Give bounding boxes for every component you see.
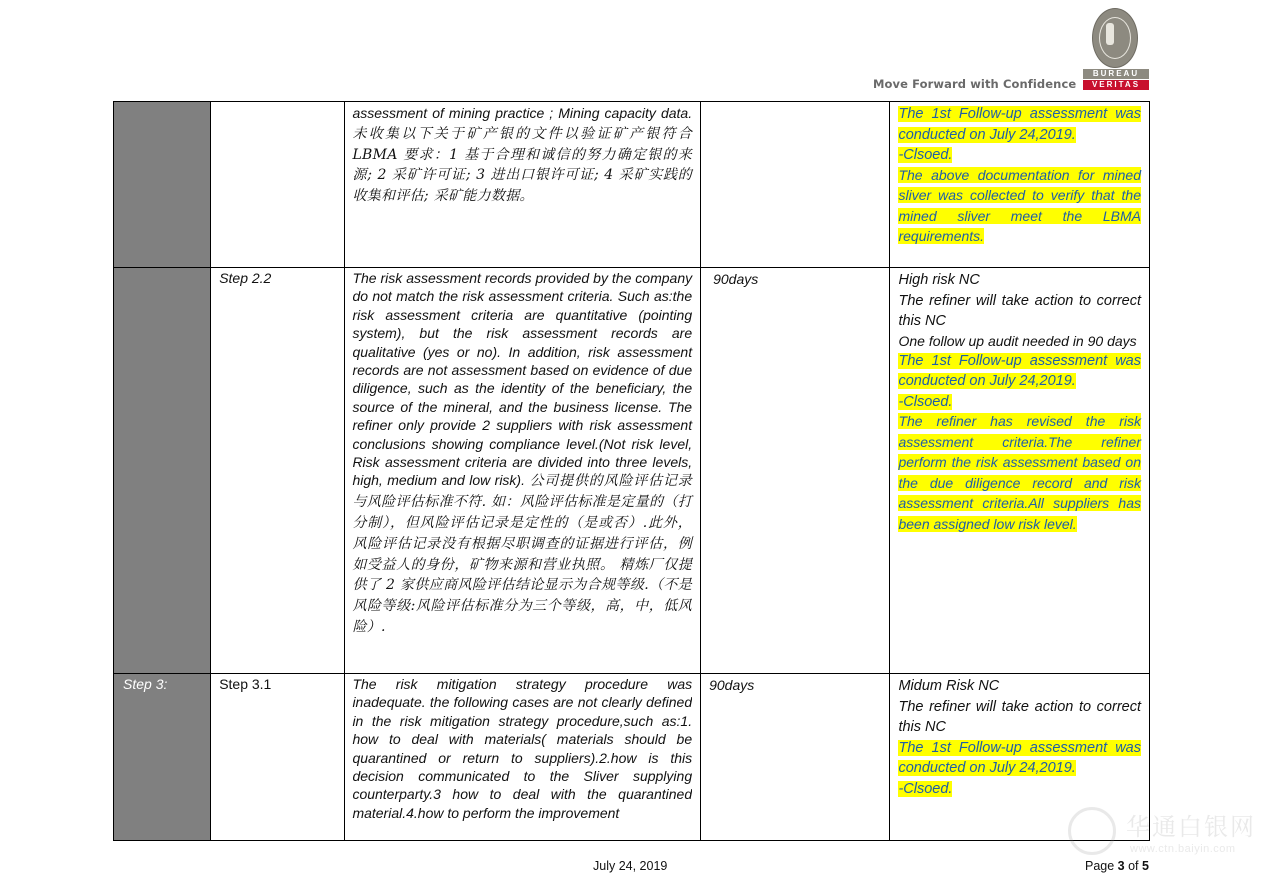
closure-detail: The above documentation for mined sliver was collected to verify that the mined sliver meet the LBMA requirements. bbox=[898, 166, 1141, 244]
status-cell bbox=[890, 102, 1150, 268]
action-note: The refiner will take action to correct this NC bbox=[898, 292, 1141, 329]
step-cell: Step 2.2 bbox=[211, 268, 345, 674]
page-prefix: Page bbox=[1085, 859, 1118, 873]
status-cell bbox=[890, 674, 1150, 841]
logo-word-veritas: VERITAS bbox=[1083, 80, 1149, 90]
audit-note: One follow up audit needed in 90 days bbox=[898, 332, 1137, 349]
timeframe-cell: 90days bbox=[701, 268, 890, 674]
description-cell bbox=[345, 268, 701, 674]
description-en: assessment of mining practice ; Mining capacity data. bbox=[352, 105, 693, 121]
table-row bbox=[114, 674, 1150, 841]
nonconformance-table bbox=[113, 101, 1150, 841]
page-total: 5 bbox=[1142, 859, 1149, 873]
followup-note: The 1st Follow-up assessment was conducted on July 24,2019. bbox=[898, 106, 1141, 143]
bureau-veritas-logo bbox=[1083, 8, 1149, 90]
closed-note: -Clsoed. bbox=[898, 780, 953, 797]
step-cell bbox=[211, 102, 345, 268]
footer-date: July 24, 2019 bbox=[593, 859, 668, 873]
description-en: The risk mitigation strategy procedure was inadequate. the following cases are not clearly defined in the risk mitigation strategy procedure,such as:1. how to deal with materials( materials should be quarantined or return to suppliers).2.how is this decision communicated to the Sliver supplying counterparty.3 how to deal with the quarantined material.4.how to perform the improvement bbox=[352, 676, 693, 821]
followup-note: The 1st Follow-up assessment was conducted on July 24,2019. bbox=[898, 352, 1141, 389]
description-cell bbox=[345, 102, 701, 268]
table-row bbox=[114, 268, 1150, 674]
step-cell: Step 3.1 bbox=[211, 674, 345, 841]
action-note: The refiner will take action to correct this NC bbox=[898, 698, 1141, 735]
section-cell bbox=[114, 102, 211, 268]
logo-seal bbox=[1092, 8, 1138, 68]
description-cn: 未收集以下关于矿产银的文件以验证矿产银符合 LBMA 要求：1 基于合理和诚信的努力确定银的来源; 2 采矿许可证; 3 进出口银许可证; 4 采矿实践的收集和评估; 采矿能力数据。 bbox=[352, 125, 693, 205]
description-cn: 公司提供的风险评估记录与风险评估标准不符. 如：风险评估标准是定量的（打分制），但风险评估记录是定性的（是或否）.此外，风险评估记录没有根据尽职调查的证据进行评估，例如受益人的身份，矿物来源和营业执照。 精炼厂仅提供了 2 家供应商风险评估结论显示为合规等级.（不是风险等级:风险评估标准分为三个等级，高，中，低风险）. bbox=[352, 473, 693, 636]
followup-note: The 1st Follow-up assessment was conducted on July 24,2019. bbox=[898, 739, 1141, 776]
section-cell bbox=[114, 268, 211, 674]
description-en: The risk assessment records provided by the company do not match the risk assessment criteria. Such as:the risk assessment criteria are quantitative (pointing system), but the risk assessment records are qualitative (yes or no). In addition, risk assessment records are not assessment based on evidence of due diligence, such as the identity of the beneficiary, the source of the mineral, and the business license. The refiner only provide 2 suppliers with risk assessment conclusions showing compliance level.(Not risk level, Risk assessment criteria are divided into three levels, high, medium and low risk). bbox=[352, 270, 693, 489]
section-cell: Step 3: bbox=[114, 674, 211, 841]
page-current: 3 bbox=[1117, 859, 1125, 873]
timeframe-cell: 90days bbox=[701, 674, 890, 841]
watermark-cn: 华通白银网 bbox=[1126, 813, 1256, 841]
risk-level: Midum Risk NC bbox=[898, 678, 1000, 694]
closure-detail: The refiner has revised the risk assessment criteria.The refiner perform the risk assessment based on the due diligence record and risk assessment criteria.All suppliers has been assigned low risk level. bbox=[898, 413, 1141, 532]
description-cell bbox=[345, 674, 701, 841]
page-number bbox=[1085, 859, 1149, 873]
page-of: of bbox=[1124, 859, 1142, 873]
logo-word-bureau: BUREAU bbox=[1083, 69, 1149, 79]
closed-note: -Clsoed. bbox=[898, 147, 953, 163]
risk-level: High risk NC bbox=[898, 272, 980, 288]
table-row bbox=[114, 102, 1150, 268]
status-cell bbox=[890, 268, 1150, 674]
timeframe-cell bbox=[701, 102, 890, 268]
watermark-url: www.ctn.baiyin.com bbox=[1130, 843, 1236, 855]
brand-tagline: Move Forward with Confidence bbox=[873, 77, 1077, 91]
closed-note: -Clsoed. bbox=[898, 393, 953, 410]
